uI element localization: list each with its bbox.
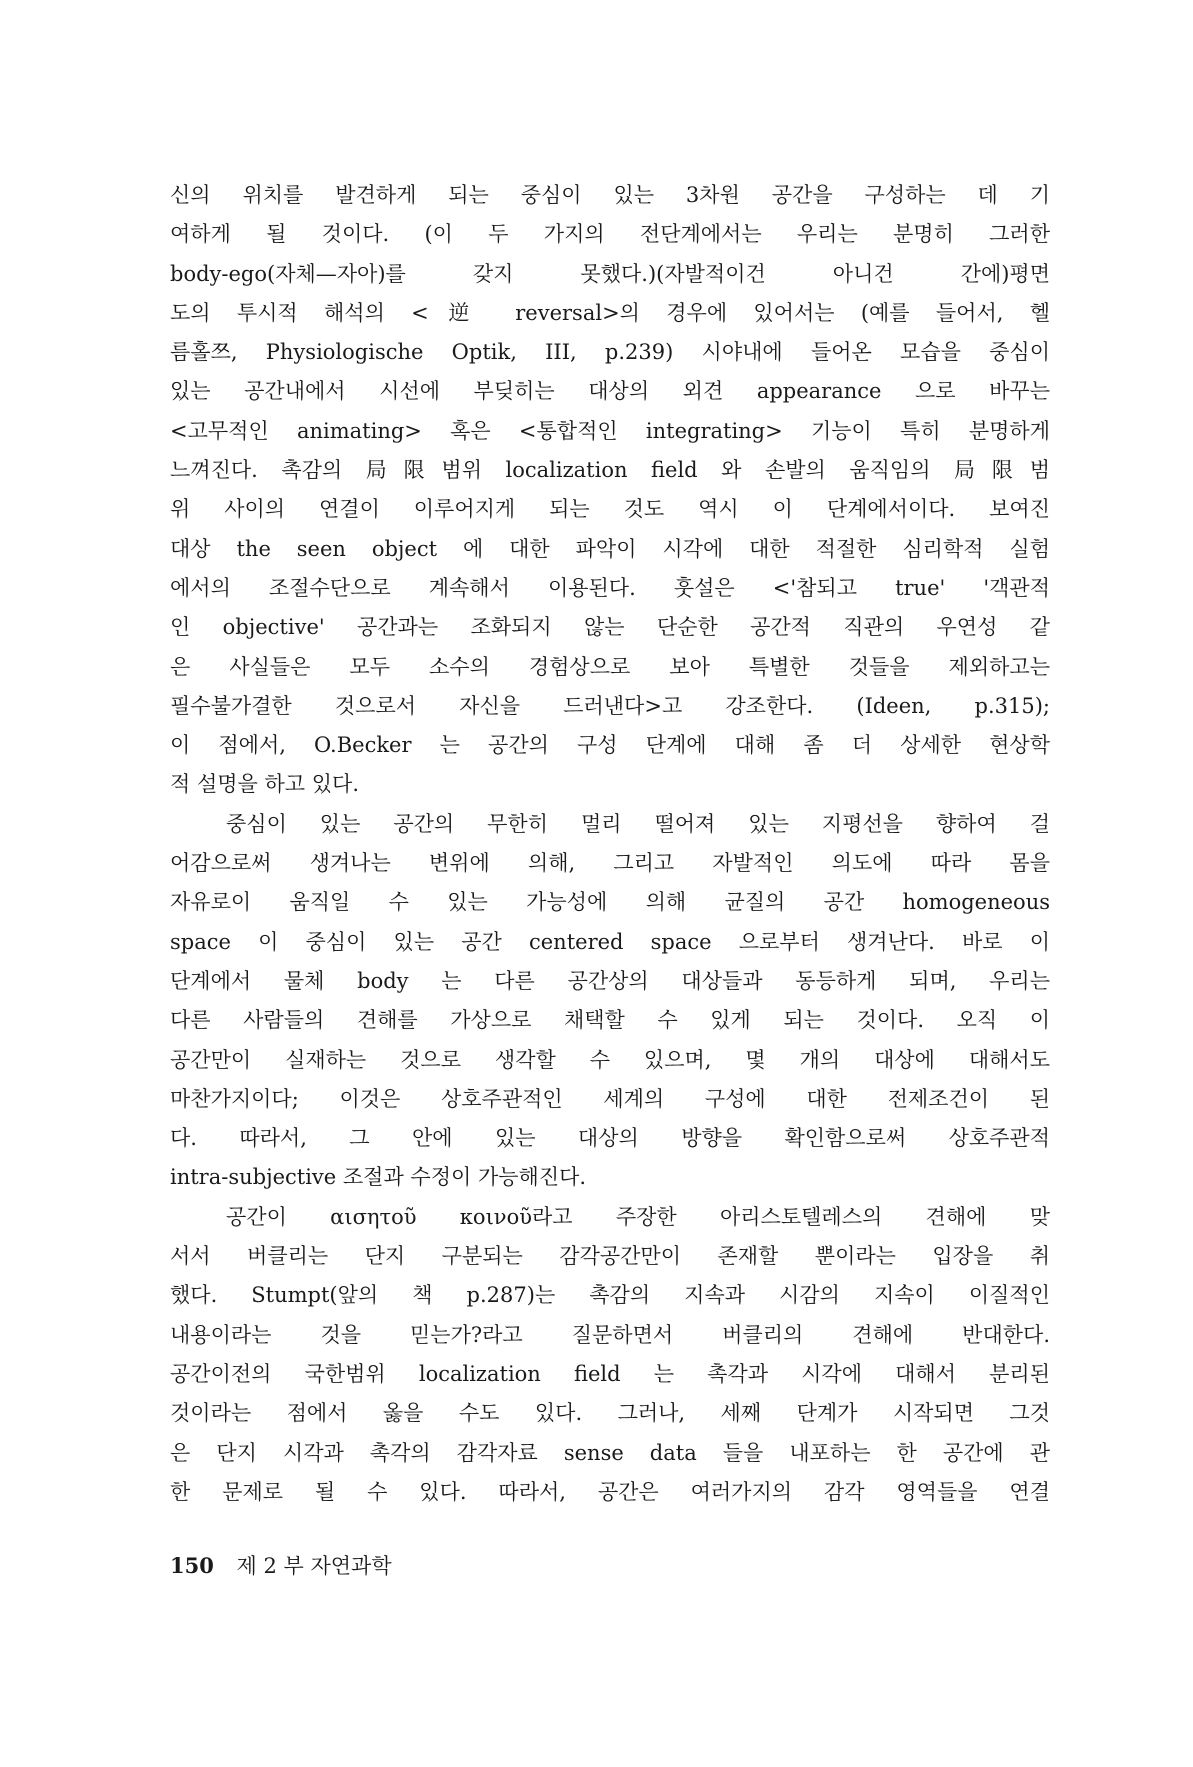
text-line: 인 objective' 공간과는 조화되지 않는 단순한 공간적 직관의 우연성 같: [170, 615, 1050, 640]
text-line: space 이 중심이 있는 공간 centered space 으로부터 생겨난다. 바로 이: [170, 929, 1050, 954]
text-line: 름홀쯔, Physiologische Optik, III, p.239) 시야내에 들어온 모습을 중심이: [170, 340, 1050, 365]
text-line: 다른 사람들의 견해를 가상으로 채택할 수 있게 되는 것이다. 오직 이: [170, 1008, 1050, 1033]
text-line: 자유로이 움직일 수 있는 가능성에 의해 균질의 공간 homogeneous: [170, 890, 1050, 915]
text-line: 여하게 될 것이다. (이 두 가지의 전단계에서는 우리는 분명히 그러한: [170, 222, 1050, 247]
text-line: 했다. Stumpt(앞의 책 p.287)는 촉감의 지속과 시감의 지속이 이질적인: [170, 1283, 1050, 1308]
text-line: 마찬가지이다; 이것은 상호주관적인 세계의 구성에 대한 전제조건이 된: [170, 1086, 1050, 1111]
text-line: 중심이 있는 공간의 무한히 멀리 떨어져 있는 지평선을 향하여 걸: [226, 811, 1050, 836]
body-text: [170, 176, 1050, 1512]
text-line: body-ego(자체—자아)를 갖지 못했다.)(자발적이건 아니건 간에)평면: [170, 261, 1050, 286]
text-line: 신의 위치를 발견하게 되는 중심이 있는 3차원 공간을 구성하는 데 기: [170, 183, 1050, 207]
text-line: 느껴진다. 촉감의 局限범위 localization field 와 손발의 움직임의 局限범: [170, 458, 1050, 483]
text-line: 은 단지 시각과 촉각의 감각자료 sense data 들을 내포하는 한 공간에 관: [170, 1440, 1050, 1465]
text-line: intra-subjective 조절과 수정이 가능해진다.: [170, 1165, 587, 1190]
text-line: 공간이전의 국한범위 localization field 는 촉각과 시각에 대해서 분리된: [170, 1361, 1050, 1386]
text-line: 다. 따라서, 그 안에 있는 대상의 방향을 확인함으로써 상호주관적: [170, 1126, 1050, 1151]
text-line: 공간이 αισητοῦ κοινοῦ라고 주장한 아리스토텔레스의 견해에 맞: [226, 1204, 1050, 1229]
text-line: <고무적인 animating> 혹은 <통합적인 integrating> 기능이 특히 분명하게: [170, 418, 1050, 443]
text-line: 어감으로써 생겨나는 변위에 의해, 그리고 자발적인 의도에 따라 몸을: [170, 851, 1050, 876]
page-number: 150: [170, 1553, 214, 1578]
text-line: 필수불가결한 것으로서 자신을 드러낸다>고 강조한다. (Ideen, p.315);: [170, 693, 1050, 718]
text-line: 있는 공간내에서 시선에 부딪히는 대상의 외견 appearance 으로 바꾸는: [170, 379, 1050, 404]
text-line: 내용이라는 것을 믿는가?라고 질문하면서 버클리의 견해에 반대한다.: [170, 1322, 1050, 1347]
section-title: 제 2 부 자연과학: [236, 1554, 392, 1578]
page-footer: [170, 1546, 392, 1586]
text-line: 도의 투시적 해석의 <逆 reversal>의 경우에 있어서는 (예를 들어서, 헬: [170, 300, 1050, 325]
text-line: 에서의 조절수단으로 계속해서 이용된다. 훗설은 <'참되고 true' '객관적: [170, 575, 1050, 600]
text-line: 대상 the seen object 에 대한 파악이 시각에 대한 적절한 심리학적 실험: [170, 536, 1050, 561]
text-line: 한 문제로 될 수 있다. 따라서, 공간은 여러가지의 감각 영역들을 연결: [170, 1479, 1050, 1504]
text-line: 것이라는 점에서 옳을 수도 있다. 그러나, 세째 단계가 시작되면 그것: [170, 1401, 1050, 1426]
text-line: 단계에서 물체 body 는 다른 공간상의 대상들과 동등하게 되며, 우리는: [170, 968, 1050, 993]
text-line: 서서 버클리는 단지 구분되는 감각공간만이 존재할 뿐이라는 입장을 취: [170, 1244, 1050, 1269]
text-line: 공간만이 실재하는 것으로 생각할 수 있으며, 몇 개의 대상에 대해서도: [170, 1047, 1050, 1072]
text-line: 위 사이의 연결이 이루어지게 되는 것도 역시 이 단계에서이다. 보여진: [170, 497, 1050, 522]
text-line: 적 설명을 하고 있다.: [170, 772, 359, 797]
text-line: 은 사실들은 모두 소수의 경험상으로 보아 특별한 것들을 제외하고는: [170, 654, 1050, 679]
text-line: 이 점에서, O.Becker 는 공간의 구성 단계에 대해 좀 더 상세한 현상학: [170, 733, 1050, 758]
